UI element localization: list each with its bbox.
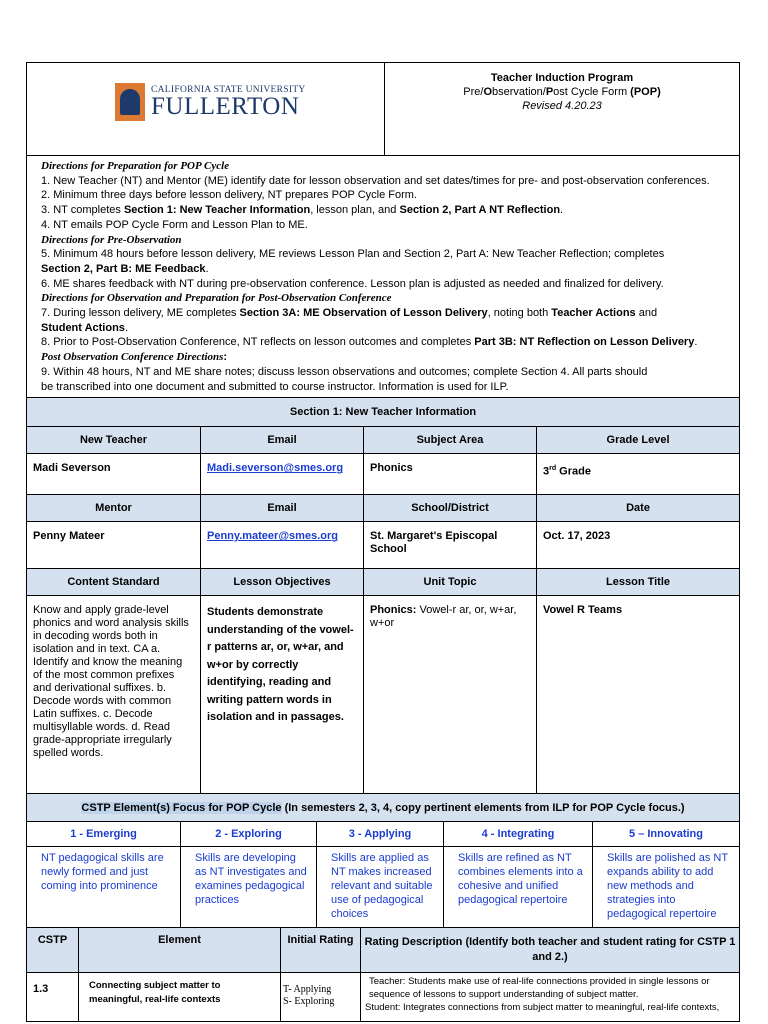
direction-4: 4. NT emails POP Cycle Form and Lesson Plan to ME.	[41, 218, 308, 231]
mentor-email-link[interactable]: Penny.mateer@smes.org	[207, 530, 338, 543]
header-element: Element	[79, 928, 281, 973]
direction-1: 1. New Teacher (NT) and Mentor (ME) identify date for lesson observation and set dates/times for pre- and post-observation conferences.	[41, 174, 710, 187]
form-header	[26, 62, 740, 398]
initial-rating-value: T- Applying S- Exploring	[281, 973, 361, 1022]
header-email: Email	[201, 427, 364, 454]
level-2-description: Skills are developing as NT investigates and examines pedagogical practices	[181, 847, 317, 928]
level-3-label: 3 - Applying	[317, 822, 444, 847]
header-rating-description: Rating Description (Identify both teacher and student rating for CSTP 1 and 2.)	[361, 928, 740, 973]
pop-form	[26, 62, 739, 1022]
lesson-title-text: Vowel R Teams	[537, 596, 740, 794]
header-lesson-title: Lesson Title	[537, 569, 740, 596]
cstp-rating-table	[26, 927, 740, 1022]
header-content-standard: Content Standard	[27, 569, 201, 596]
cstp-focus-heading: CSTP Element(s) Focus for POP Cycle (In semesters 2, 3, 4, copy pertinent elements from ILP for POP Cycle focus.)	[27, 794, 740, 822]
school-district-value: St. Margaret's Episcopal School	[364, 522, 537, 569]
section1-title: Section 1: New Teacher Information	[27, 398, 740, 427]
tower-seal-icon	[115, 83, 145, 121]
directions-heading-observation: Directions for Observation and Preparation for Post-Observation Conference	[41, 292, 392, 305]
header-initial-rating: Initial Rating	[281, 928, 361, 973]
cstp-element-text: Connecting subject matter to meaningful, real-life contexts	[79, 973, 281, 1022]
direction-2: 2. Minimum three days before lesson delivery, NT prepares POP Cycle Form.	[41, 189, 417, 202]
cstp-levels-table	[26, 793, 740, 928]
date-value: Oct. 17, 2023	[537, 522, 740, 569]
directions-heading-post: Post Observation Conference Directions:	[41, 351, 228, 364]
level-4-description: Skills are refined as NT combines elements into a cohesive and unified pedagogical repertoire	[444, 847, 593, 928]
subject-area-value: Phonics	[364, 454, 537, 495]
level-3-description: Skills are applied as NT makes increased relevant and suitable use of pedagogical choices	[317, 847, 444, 928]
lesson-objectives-text: Students demonstrate understanding of the vowel-r patterns ar, or, w+ar, and w+or by correctly identifying, reading and writing pattern words in isolation and in passages.	[201, 596, 364, 794]
cstp-element-number: 1.3	[27, 973, 79, 1022]
content-standard-text: Know and apply grade-level phonics and word analysis skills in decoding words both in isolation and in text. CA a. Identify and know the meaning of the most common prefixes and derivational suffixes. b. Decode words with common Latin suffixes. c. Decode multisyllable words. d. Read grade-appropriate irregularly spelled words.	[27, 596, 201, 794]
title-cell	[385, 63, 740, 156]
new-teacher-name: Madi Severson	[27, 454, 201, 495]
program-title: Teacher Induction Program	[490, 72, 634, 84]
header-cstp: CSTP	[27, 928, 79, 973]
rating-description-text: Teacher: Students make use of real-life connections provided in single lessons or sequence of lessons to support understanding of subject matter. Student: Integrates connections from subject matter to meaningful, real-life contexts,	[361, 973, 740, 1022]
form-title: Pre/Observation/Post Cycle Form (POP)	[463, 86, 661, 98]
revised-date: Revised 4.20.23	[522, 100, 602, 112]
level-5-label: 5 – Innovating	[593, 822, 740, 847]
level-4-label: 4 - Integrating	[444, 822, 593, 847]
section1-table	[26, 397, 740, 794]
directions-heading-pre-observation: Directions for Pre-Observation	[41, 233, 182, 246]
direction-3: 3. NT completes Section 1: New Teacher Information, lesson plan, and Section 2, Part A NT Reflection.	[41, 204, 564, 217]
header-unit-topic: Unit Topic	[364, 569, 537, 596]
level-2-label: 2 - Exploring	[181, 822, 317, 847]
grade-level-value: 3rd Grade	[537, 454, 740, 495]
header-subject-area: Subject Area	[364, 427, 537, 454]
logo-campus-line: FULLERTON	[151, 93, 300, 120]
direction-9: 9. Within 48 hours, NT and ME share notes; discuss lesson observations and outcomes; complete Section 4. All parts should be transcribed into one document and submitted to course instructor. Information is used for ILP.	[41, 365, 648, 393]
mentor-name: Penny Mateer	[27, 522, 201, 569]
directions-heading-prep: Directions for Preparation for POP Cycle	[41, 160, 230, 172]
header-new-teacher: New Teacher	[27, 427, 201, 454]
csuf-logo	[115, 83, 306, 121]
header-email-mentor: Email	[201, 495, 364, 522]
new-teacher-email-link[interactable]: Madi.severson@smes.org	[207, 462, 344, 475]
header-lesson-objectives: Lesson Objectives	[201, 569, 364, 596]
level-1-label: 1 - Emerging	[27, 822, 181, 847]
logo-university-line: CALIFORNIA STATE UNIVERSITY	[151, 85, 306, 95]
unit-topic-text: Phonics: Vowel-r ar, or, w+ar, w+or	[364, 596, 537, 794]
direction-6: 6. ME shares feedback with NT during pre-observation conference. Lesson plan is adjusted as needed and finalized for delivery.	[41, 277, 664, 290]
level-5-description: Skills are polished as NT expands ability to add new methods and strategies into pedagogical repertoire	[593, 847, 740, 928]
logo-cell	[27, 63, 385, 156]
header-mentor: Mentor	[27, 495, 201, 522]
direction-5: 5. Minimum 48 hours before lesson delivery, ME reviews Lesson Plan and Section 2, Part A: New Teacher Reflection; completes Section 2, Part B: ME Feedback.	[41, 248, 665, 275]
level-1-description: NT pedagogical skills are newly formed and just coming into prominence	[27, 847, 181, 928]
header-school-district: School/District	[364, 495, 537, 522]
header-date: Date	[537, 495, 740, 522]
direction-8: 8. Prior to Post-Observation Conference, NT reflects on lesson outcomes and completes Part 3B: NT Reflection on Lesson Delivery.	[41, 336, 698, 349]
directions-block	[27, 156, 740, 398]
direction-7: 7. During lesson delivery, ME completes Section 3A: ME Observation of Lesson Delivery, noting both Teacher Actions and Student Actions.	[41, 307, 658, 334]
header-grade-level: Grade Level	[537, 427, 740, 454]
